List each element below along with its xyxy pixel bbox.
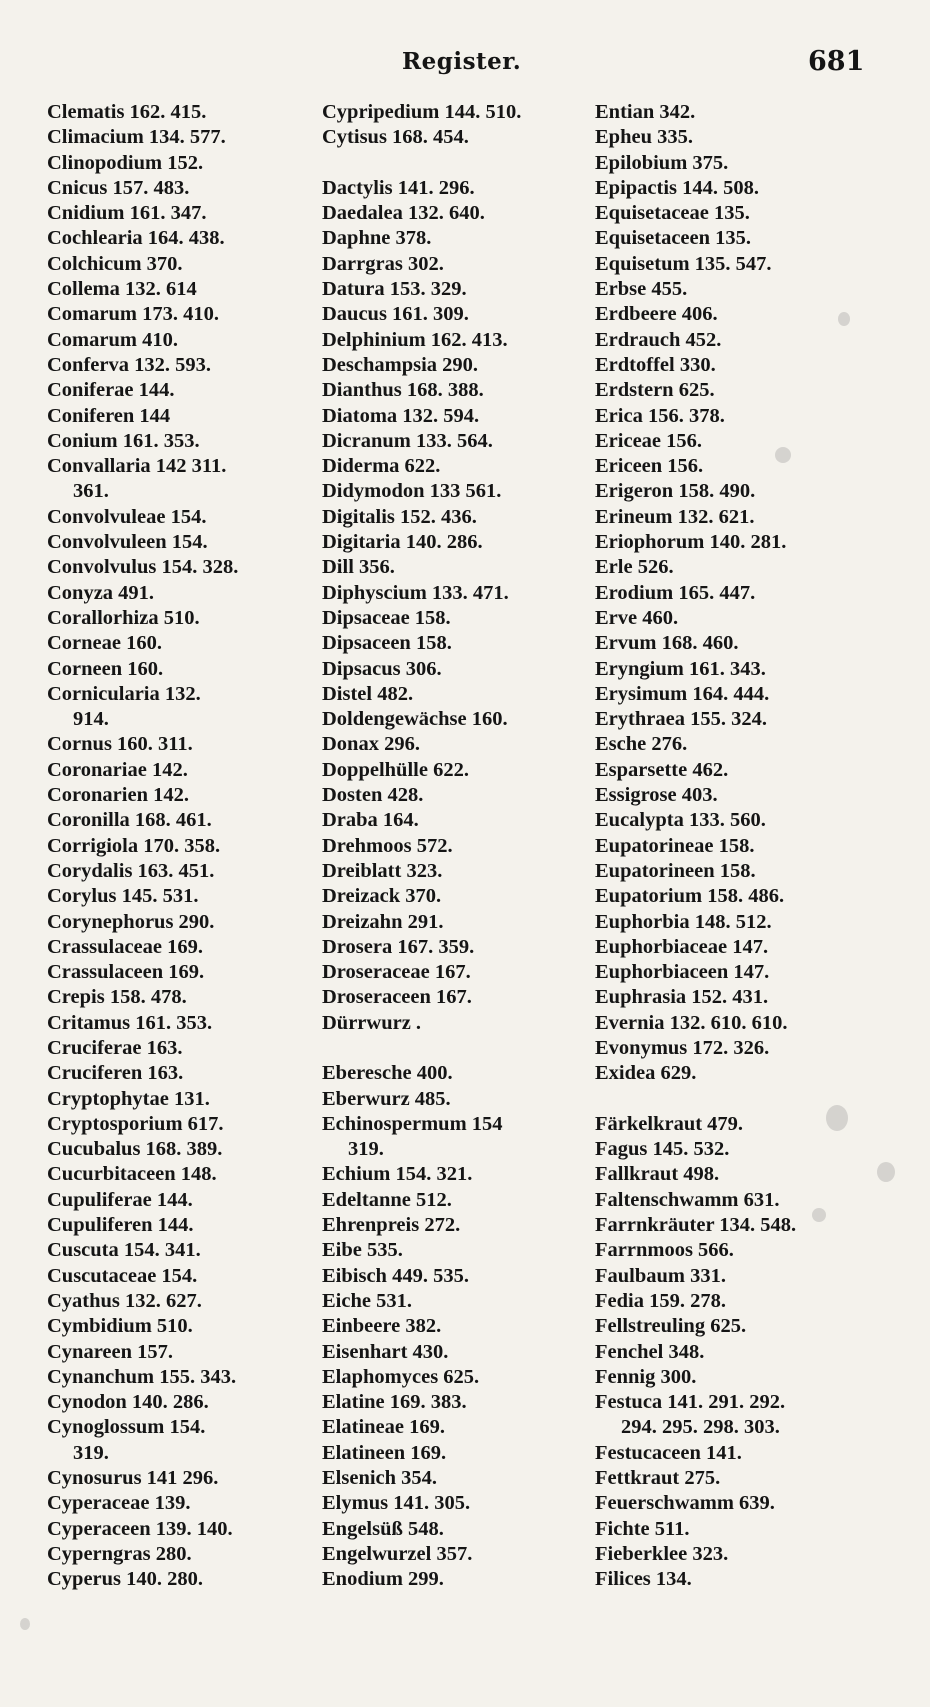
index-entry: Cruciferen 163. xyxy=(47,1062,184,1085)
index-entry: Erdbeere 406. xyxy=(595,303,718,326)
index-entry: Didymodon 133 561. xyxy=(322,480,502,503)
index-entry: Exidea 629. xyxy=(595,1062,697,1085)
index-entry: Conyza 491. xyxy=(47,581,155,604)
index-entry: Elatineen 169. xyxy=(322,1441,447,1464)
index-entry: Cyperus 140. 280. xyxy=(47,1568,204,1591)
index-entry: Corneae 160. xyxy=(47,632,163,655)
index-entry: Draba 164. xyxy=(322,809,419,832)
index-entry: Corrigiola 170. 358. xyxy=(47,834,221,857)
index-column-1 xyxy=(47,100,319,1593)
paper-speck xyxy=(812,1208,826,1222)
index-entry: Eupatorineen 158. xyxy=(595,859,756,882)
paper-speck xyxy=(826,1105,848,1131)
index-entry: Esparsette 462. xyxy=(595,758,729,781)
index-entry: Eberwurz 485. xyxy=(322,1087,451,1110)
index-entry: Dreiblatt 323. xyxy=(322,859,443,882)
index-entry: Cynareen 157. xyxy=(47,1340,174,1363)
index-entry: Corydalis 163. 451. xyxy=(47,859,215,882)
index-entry: Deschampsia 290. xyxy=(322,353,479,376)
index-entry: Convallaria 142 311. xyxy=(47,455,227,478)
index-entry: Colchicum 370. xyxy=(47,252,183,275)
page-number: 681 xyxy=(808,46,865,77)
index-entry: Färkelkraut 479. xyxy=(595,1112,744,1135)
index-entry: Cnidium 161. 347. xyxy=(47,202,207,225)
index-entry: Critamus 161. 353. xyxy=(47,1011,213,1034)
index-entry: Elsenich 354. xyxy=(322,1467,438,1490)
index-entry: Cuscutaceae 154. xyxy=(47,1264,198,1287)
index-entry: Daucus 161. 309. xyxy=(322,303,469,326)
index-entry: Eupatorineae 158. xyxy=(595,834,755,857)
index-entry: Cyperaceen 139. 140. xyxy=(47,1517,233,1540)
index-entry: Enodium 299. xyxy=(322,1568,444,1591)
index-entry: Euphorbiaceen 147. xyxy=(595,961,770,984)
index-entry: 914. xyxy=(73,708,109,731)
index-column-3 xyxy=(595,100,875,1593)
index-entry: Echinospermum 154 xyxy=(322,1112,503,1135)
paper-speck xyxy=(775,447,791,463)
index-entry: Dreizack 370. xyxy=(322,885,442,908)
index-entry: Epipactis 144. 508. xyxy=(595,176,760,199)
index-entry: Erineum 132. 621. xyxy=(595,505,755,528)
index-entry: Convolvulus 154. 328. xyxy=(47,556,239,579)
index-entry: Coniferen 144 xyxy=(47,404,171,427)
index-entry: Cyathus 132. 627. xyxy=(47,1289,202,1312)
index-entry: Clematis 162. 415. xyxy=(47,101,207,123)
index-entry: Cupuliferen 144. xyxy=(47,1214,194,1237)
index-entry: Erica 156. 378. xyxy=(595,404,725,427)
index-entry: Einbeere 382. xyxy=(322,1315,442,1338)
index-entry: Erodium 165. 447. xyxy=(595,581,756,604)
index-entry: Ericeae 156. xyxy=(595,429,703,452)
index-entry: Elatine 169. 383. xyxy=(322,1391,467,1414)
index-entry: Eriophorum 140. 281. xyxy=(595,531,787,554)
index-entry: Corylus 145. 531. xyxy=(47,885,199,908)
index-entry: Cochlearia 164. 438. xyxy=(47,227,225,250)
index-entry: Eiche 531. xyxy=(322,1289,412,1312)
index-entry: Drehmoos 572. xyxy=(322,834,453,857)
index-entry: Fettkraut 275. xyxy=(595,1467,721,1490)
index-entry: Collema 132. 614 xyxy=(47,278,197,301)
index-column-2 xyxy=(322,100,594,1593)
index-entry: Cyperaceae 139. xyxy=(47,1492,191,1515)
index-entry: Droseraceen 167. xyxy=(322,986,472,1009)
index-entry: Cynodon 140. 286. xyxy=(47,1391,209,1414)
index-entry: Erve 460. xyxy=(595,606,679,629)
index-entry: Eibe 535. xyxy=(322,1239,403,1262)
index-entry: Cruciferae 163. xyxy=(47,1036,183,1059)
index-entry: Cynanchum 155. 343. xyxy=(47,1365,237,1388)
index-entry: Erdtoffel 330. xyxy=(595,353,716,376)
index-entry: Erle 526. xyxy=(595,556,674,579)
index-entry: Equisetaceae 135. xyxy=(595,202,750,225)
index-entry: Euphrasia 152. 431. xyxy=(595,986,769,1009)
index-entry: Coronarien 142. xyxy=(47,784,189,807)
index-entry: 319. xyxy=(73,1441,109,1464)
index-entry: Dosten 428. xyxy=(322,784,424,807)
index-entry: Crepis 158. 478. xyxy=(47,986,187,1009)
index-entry: Dipsaceen 158. xyxy=(322,632,452,655)
index-entry: Faulbaum 331. xyxy=(595,1264,726,1287)
index-entry: Eberesche 400. xyxy=(322,1062,453,1085)
index-entry: Entian 342. xyxy=(595,101,696,123)
index-entry: Cornicularia 132. xyxy=(47,682,201,705)
index-entry: Eisenhart 430. xyxy=(322,1340,449,1363)
index-entry: Farrnmoos 566. xyxy=(595,1239,734,1262)
index-entry: Fieberklee 323. xyxy=(595,1542,729,1565)
index-entry: Cymbidium 510. xyxy=(47,1315,193,1338)
index-entry: Elaphomyces 625. xyxy=(322,1365,480,1388)
index-entry: Erythraea 155. 324. xyxy=(595,708,767,731)
index-entry: Dürrwurz . xyxy=(322,1011,422,1034)
index-entry: Ehrenpreis 272. xyxy=(322,1214,461,1237)
index-entry: Cynoglossum 154. xyxy=(47,1416,206,1439)
index-entry: Cnicus 157. 483. xyxy=(47,176,190,199)
index-entry: 294. 295. 298. 303. xyxy=(621,1416,780,1439)
index-entry: Cyperngras 280. xyxy=(47,1542,192,1565)
index-entry: Diatoma 132. 594. xyxy=(322,404,480,427)
index-entry: Cucurbitaceen 148. xyxy=(47,1163,217,1186)
index-entry: Faltenschwamm 631. xyxy=(595,1188,780,1211)
index-entry: Cornus 160. 311. xyxy=(47,733,193,756)
index-entry: Erdstern 625. xyxy=(595,379,715,402)
index-entry: Cucubalus 168. 389. xyxy=(47,1138,223,1161)
index-entry: Epilobium 375. xyxy=(595,151,729,174)
index-entry: Dill 356. xyxy=(322,556,395,579)
index-entry: Elymus 141. 305. xyxy=(322,1492,471,1515)
index-entry: Ervum 168. 460. xyxy=(595,632,739,655)
index-entry: Eupatorium 158. 486. xyxy=(595,885,785,908)
index-entry: Engelwurzel 357. xyxy=(322,1542,473,1565)
index-entry: Doldengewächse 160. xyxy=(322,708,508,731)
index-entry xyxy=(322,1036,594,1061)
index-entry: Esche 276. xyxy=(595,733,688,756)
index-entry: Darrgras 302. xyxy=(322,252,444,275)
index-entry: Evonymus 172. 326. xyxy=(595,1036,770,1059)
index-entry: 361. xyxy=(73,480,109,503)
index-entry: Conium 161. 353. xyxy=(47,429,200,452)
index-entry: Ericeen 156. xyxy=(595,455,704,478)
index-entry: Climacium 134. 577. xyxy=(47,126,226,149)
index-entry: Dipsacus 306. xyxy=(322,657,442,680)
index-entry: Convolvuleen 154. xyxy=(47,531,208,554)
index-entry: Dreizahn 291. xyxy=(322,910,444,933)
index-entry: Crassulaceae 169. xyxy=(47,935,204,958)
index-entry: Festucaceen 141. xyxy=(595,1441,742,1464)
index-entry: Fennig 300. xyxy=(595,1365,697,1388)
paper-speck xyxy=(20,1618,30,1630)
index-entry: Cynosurus 141 296. xyxy=(47,1467,219,1490)
index-entry: Coronilla 168. 461. xyxy=(47,809,212,832)
index-entry: Dianthus 168. 388. xyxy=(322,379,484,402)
index-entry: Dactylis 141. 296. xyxy=(322,176,475,199)
index-entry: Feuerschwamm 639. xyxy=(595,1492,775,1515)
index-entry: Fellstreuling 625. xyxy=(595,1315,747,1338)
index-entry: Cuscuta 154. 341. xyxy=(47,1239,201,1262)
index-entry: Farrnkräuter 134. 548. xyxy=(595,1214,797,1237)
index-entry: Delphinium 162. 413. xyxy=(322,328,508,351)
index-entry: Droseraceae 167. xyxy=(322,961,471,984)
index-entry: Coniferae 144. xyxy=(47,379,175,402)
index-entry: Doppelhülle 622. xyxy=(322,758,469,781)
index-entry: Digitalis 152. 436. xyxy=(322,505,477,528)
index-entry: Comarum 410. xyxy=(47,328,178,351)
paper-speck xyxy=(877,1162,895,1182)
index-entry: Daedalea 132. 640. xyxy=(322,202,485,225)
index-entry: Fagus 145. 532. xyxy=(595,1138,730,1161)
index-entry: Fedia 159. 278. xyxy=(595,1289,726,1312)
index-entry: Digitaria 140. 286. xyxy=(322,531,483,554)
index-entry: Conferva 132. 593. xyxy=(47,353,211,376)
index-entry: Cryptophytae 131. xyxy=(47,1087,210,1110)
index-entry: Crassulaceen 169. xyxy=(47,961,205,984)
index-entry: Corneen 160. xyxy=(47,657,164,680)
index-entry: Erigeron 158. 490. xyxy=(595,480,756,503)
index-entry: Engelsüß 548. xyxy=(322,1517,444,1540)
index-entry: Comarum 173. 410. xyxy=(47,303,219,326)
index-entry: Evernia 132. 610. 610. xyxy=(595,1011,788,1034)
index-entry: Echium 154. 321. xyxy=(322,1163,473,1186)
paper-speck xyxy=(838,312,850,326)
index-entry: Datura 153. 329. xyxy=(322,278,467,301)
index-entry: Eryngium 161. 343. xyxy=(595,657,766,680)
index-entry: Drosera 167. 359. xyxy=(322,935,475,958)
index-entry: Distel 482. xyxy=(322,682,414,705)
index-entry: Coronariae 142. xyxy=(47,758,188,781)
index-entry: Elatineae 169. xyxy=(322,1416,445,1439)
index-entry: Edeltanne 512. xyxy=(322,1188,452,1211)
index-entry: Euphorbiaceae 147. xyxy=(595,935,769,958)
index-entry: Fallkraut 498. xyxy=(595,1163,720,1186)
index-entry: Epheu 335. xyxy=(595,126,693,149)
page-header xyxy=(0,48,930,84)
index-entry: Festuca 141. 291. 292. xyxy=(595,1391,786,1414)
index-entry: Erysimum 164. 444. xyxy=(595,682,770,705)
index-entry: Daphne 378. xyxy=(322,227,432,250)
index-entry: Corynephorus 290. xyxy=(47,910,215,933)
index-entry: Dipsaceae 158. xyxy=(322,606,451,629)
index-entry: Cupuliferae 144. xyxy=(47,1188,193,1211)
index-entry: Convolvuleae 154. xyxy=(47,505,207,528)
index-entry: Erdrauch 452. xyxy=(595,328,722,351)
index-entry: Diderma 622. xyxy=(322,455,441,478)
index-entry xyxy=(322,151,594,176)
index-entry: Cytisus 168. 454. xyxy=(322,126,469,149)
index-entry: Equisetaceen 135. xyxy=(595,227,752,250)
index-entry: Fichte 511. xyxy=(595,1517,690,1540)
index-entry: Erbse 455. xyxy=(595,278,688,301)
index-entry: Euphorbia 148. 512. xyxy=(595,910,772,933)
index-entry: Donax 296. xyxy=(322,733,420,756)
index-entry: Filices 134. xyxy=(595,1568,692,1591)
index-entry: Clinopodium 152. xyxy=(47,151,204,174)
index-entry: Diphyscium 133. 471. xyxy=(322,581,509,604)
index-entry: Corallorhiza 510. xyxy=(47,606,200,629)
index-entry: 319. xyxy=(348,1138,384,1161)
index-entry: Cryptosporium 617. xyxy=(47,1112,224,1135)
index-entry: Equisetum 135. 547. xyxy=(595,252,772,275)
index-entry: Cypripedium 144. 510. xyxy=(322,101,522,123)
index-entry: Dicranum 133. 564. xyxy=(322,429,493,452)
running-title: Register. xyxy=(402,48,522,75)
index-entry: Fenchel 348. xyxy=(595,1340,705,1363)
index-entry: Eucalypta 133. 560. xyxy=(595,809,766,832)
index-entry: Eibisch 449. 535. xyxy=(322,1264,469,1287)
index-entry: Essigrose 403. xyxy=(595,784,718,807)
